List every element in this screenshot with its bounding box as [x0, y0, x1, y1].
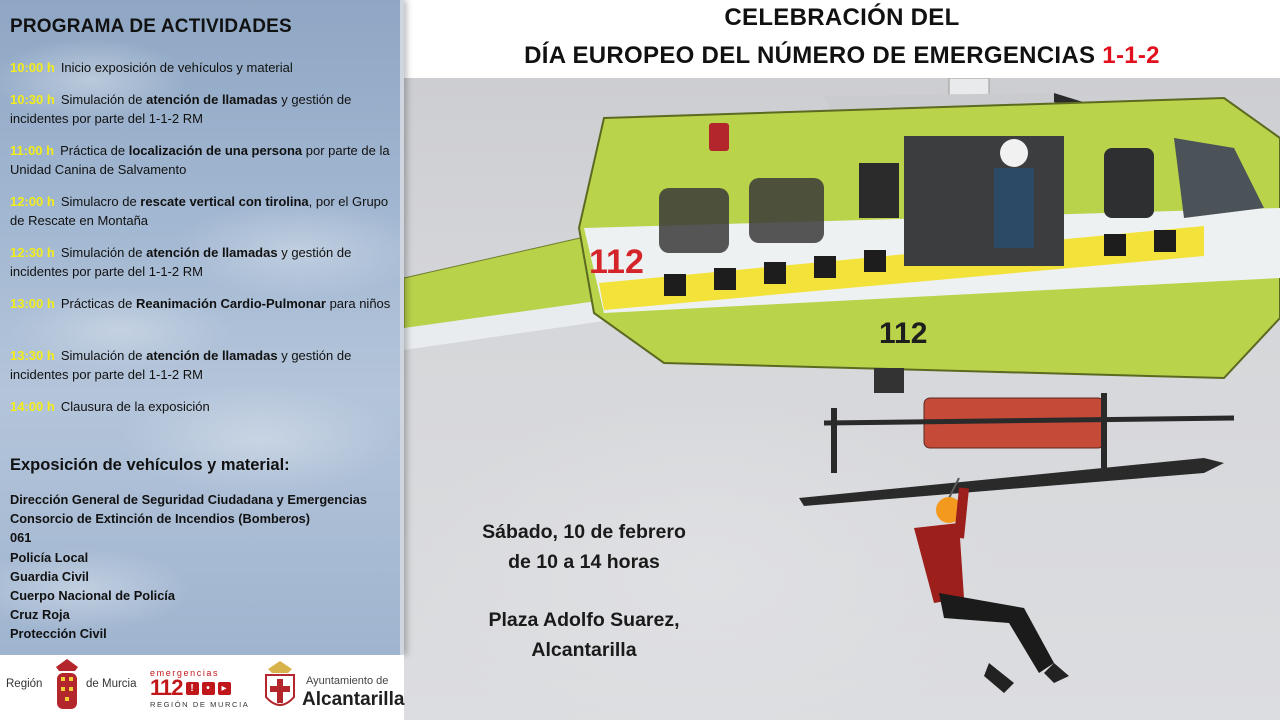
- exhibitor-item: 061: [10, 530, 32, 546]
- activity-time: 10:30 h: [10, 92, 55, 107]
- activity-item: [10, 192, 394, 230]
- activity-text-end: y gestión de incidentes por parte del 1-1-2 RM: [10, 92, 352, 126]
- activity-item: [10, 243, 394, 281]
- activity-text-end: , por el Grupo de Rescate en Montaña: [10, 194, 389, 228]
- activity-time: 12:30 h: [10, 245, 55, 260]
- activity-time: 11:00 h: [10, 143, 55, 158]
- alcantarilla-sub: Ayuntamiento de: [306, 675, 389, 687]
- activity-text: Clausura de la exposición: [60, 399, 210, 414]
- activity-highlight: atención de llamadas: [146, 245, 278, 260]
- alcantarilla-name: Alcantarilla: [302, 689, 405, 710]
- activity-item: [10, 90, 394, 128]
- exhibitor-item: Cuerpo Nacional de Policía: [10, 588, 175, 604]
- activity-highlight: Reanimación Cardio-Pulmonar: [135, 296, 326, 311]
- activity-item: [10, 58, 394, 77]
- event-place: Plaza Adolfo Suarez,: [488, 609, 680, 631]
- event-header: [404, 0, 1280, 78]
- exhibitor-item: Dirección General de Seguridad Ciudadana y Emergencias: [10, 492, 368, 507]
- emergencias-region: REGIÓN DE MURCIA: [150, 700, 250, 709]
- sponsor-logos: [0, 655, 404, 720]
- activity-item: [10, 346, 394, 384]
- activity-time: 10:00 h: [10, 60, 55, 75]
- exhibitor-item: Consorcio de Extinción de Incendios (Bomberos): [10, 511, 311, 527]
- emergencias-number: 112: [150, 675, 183, 700]
- activity-item: [10, 294, 394, 313]
- event-hours: de 10 a 14 horas: [508, 551, 660, 573]
- murcia-crest-icon: [52, 657, 82, 715]
- exhibitor-item: Cruz Roja: [10, 607, 70, 623]
- car-icon: •: [202, 682, 215, 695]
- activity-text-end: para niños: [325, 296, 391, 311]
- activity-highlight: rescate vertical con tirolina: [140, 194, 309, 209]
- activity-text: Simulacro de: [60, 194, 141, 209]
- exhibition-list: [10, 490, 367, 644]
- exhibition-title: Exposición de vehículos y material:: [10, 456, 290, 474]
- activity-text-end: y gestión de incidentes por parte del 1-1-2 RM: [10, 245, 352, 279]
- exhibitor-item: Policía Local: [10, 549, 89, 565]
- event-info: [444, 517, 724, 665]
- alcantarilla-crest-icon: [260, 659, 300, 715]
- activity-text-end: por parte de la Unidad Canina de Salvamento: [10, 143, 390, 177]
- activity-text: Práctica de: [60, 143, 129, 158]
- activity-time: 12:00 h: [10, 194, 55, 209]
- activity-text-end: y gestión de incidentes por parte del 1-1-2 RM: [10, 348, 352, 382]
- murcia-logo-text-left: Región: [6, 678, 43, 690]
- program-panel: [0, 0, 404, 655]
- header-line-2-text: DÍA EUROPEO DEL NÚMERO DE EMERGENCIAS: [524, 42, 1103, 69]
- helicopter-photo: [404, 78, 1280, 720]
- emergency-number: 1-1-2: [1102, 42, 1160, 69]
- alcantarilla-logo: [258, 659, 404, 717]
- activity-time: 13:00 h: [10, 296, 55, 311]
- emergencias-label: emergencias: [150, 668, 220, 678]
- activity-text: Simulación de: [60, 348, 147, 363]
- program-title: PROGRAMA DE ACTIVIDADES: [10, 16, 292, 37]
- activity-text: Inicio exposición de vehículos y material: [60, 60, 293, 75]
- activity-text: Prácticas de: [60, 296, 136, 311]
- phone-icon: ▸: [218, 682, 231, 695]
- exhibitor-item: Protección Civil: [10, 626, 107, 642]
- activity-text: Simulación de: [60, 92, 147, 107]
- activity-item: [10, 397, 394, 416]
- activity-highlight: localización de una persona: [128, 143, 303, 158]
- header-line-1: CELEBRACIÓN DEL: [724, 4, 960, 31]
- fuselage-number: 112: [589, 243, 644, 281]
- emergencias-112-logo: [150, 668, 250, 712]
- activity-time: 13:30 h: [10, 348, 55, 363]
- activity-item: [10, 141, 394, 179]
- svg-text:112: 112: [879, 317, 928, 350]
- activity-time: 14:00 h: [10, 399, 55, 414]
- murcia-logo-text-right: de Murcia: [86, 678, 137, 690]
- header-line-2: [404, 42, 1280, 70]
- rescuer-figure: [914, 488, 1069, 693]
- region-murcia-logo: [6, 657, 144, 717]
- event-date: Sábado, 10 de febrero: [482, 521, 686, 543]
- activity-highlight: atención de llamadas: [146, 348, 278, 363]
- exhibitor-item: Guardia Civil: [10, 568, 89, 584]
- alert-icon: !: [186, 682, 199, 695]
- activity-text: Simulación de: [60, 245, 147, 260]
- event-city: Alcantarilla: [531, 639, 637, 661]
- activity-highlight: atención de llamadas: [146, 92, 278, 107]
